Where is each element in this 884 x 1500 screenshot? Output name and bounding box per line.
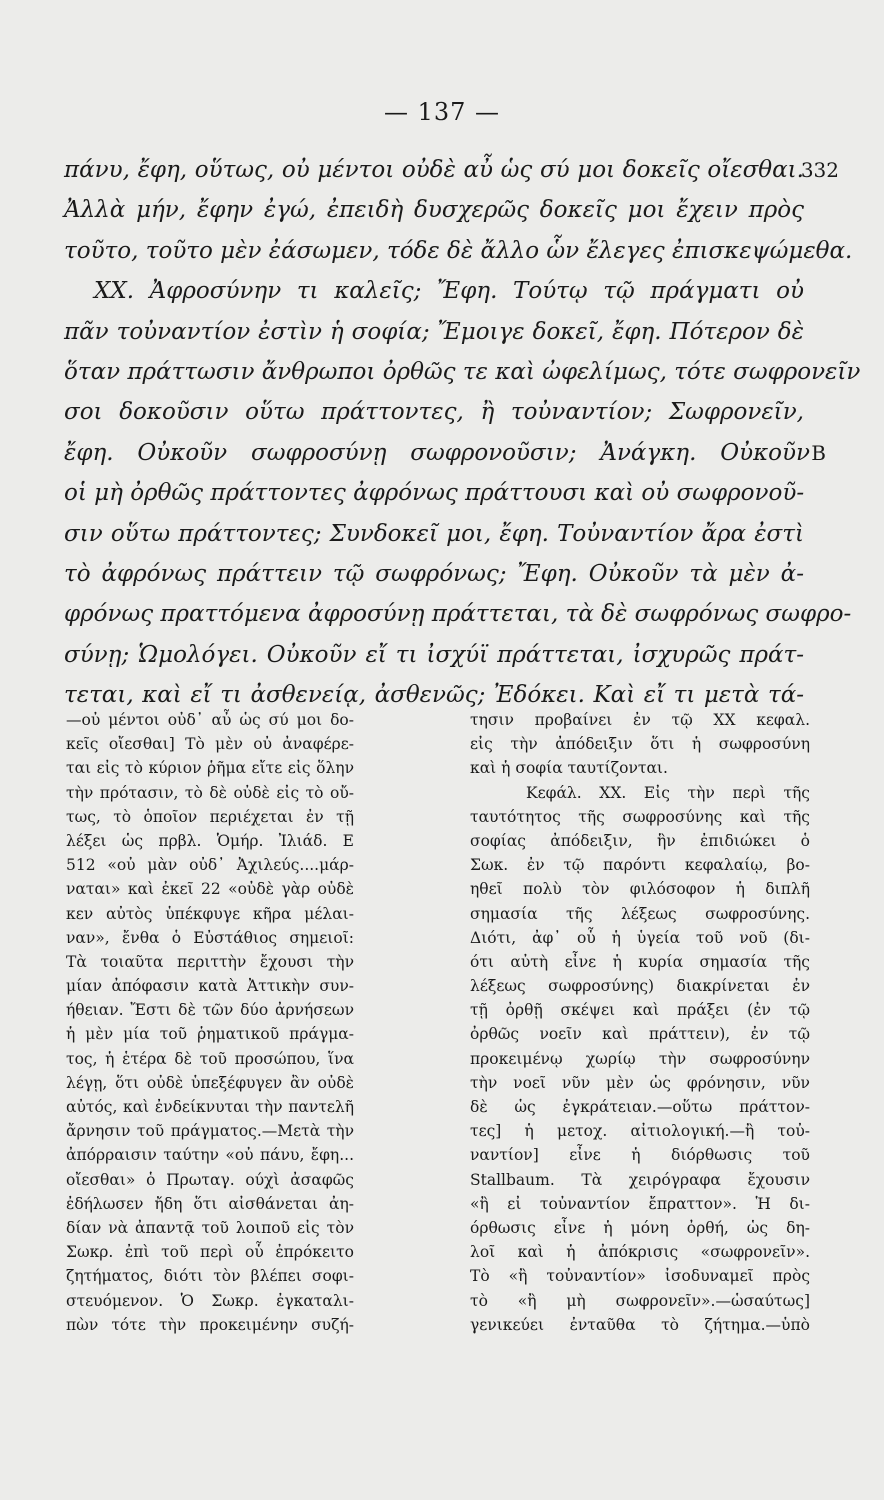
footnote-line: τὸ «ἢ μὴ σωφρονεῖν».—ὡσαύτως] [470,1291,810,1310]
footnote-line: εἰς τὴν ἀπόδειξιν ὅτι ἡ σωφροσύνη [470,735,810,754]
line-text: ἔφη. Οὐκοῦν σωφροσύνῃ σωφρονοῦσιν; Ἀνάγκη. Οὐκοῦν [64,439,810,466]
footnote-line: λοῖ καὶ ἡ ἀπόκρισις «σωφρονεῖν». [470,1243,810,1262]
footnote-line: λέξει ὡς πρβλ. Ὁμήρ. Ἰλιάδ. Ε [66,831,354,850]
footnote-line: ζητήματος, διότι τὸν βλέπει σοφι- [66,1267,354,1286]
footnote-line: καὶ ἡ σοφία ταυτίζονται. [470,759,668,778]
footnote-line: Σωκρ. ἐπὶ τοῦ περὶ οὗ ἐπρόκειτο [66,1243,354,1262]
footnote-line: στευόμενον. Ὁ Σωκρ. ἐγκαταλι- [66,1291,354,1310]
footnote-line: Τὰ τοιαῦτα περιττὴν ἔχουσι τὴν [66,952,354,971]
footnote-line: τως, τὸ ὁποῖον περιέχεται ἐν τῇ [66,807,354,826]
footnote-line: ναται» καὶ ἐκεῖ 22 «οὐδὲ γὰρ οὐδὲ [66,880,354,899]
footnote-line: δίαν νὰ ἀπαντᾷ τοῦ λοιποῦ εἰς τὸν [66,1218,354,1237]
footnote-line: ότι αὐτὴ εἶνε ἡ κυρία σημασία τῆς [470,952,810,971]
line-text: τοῦτο, τοῦτο μὲν ἐάσωμεν, τόδε δὲ ἄλλο ὧν ἔλεγες ἐπισκεψώμεθα. [64,237,853,264]
text-line [64,473,804,513]
footnote-line: δὲ ὡς ἐγκράτειαν.—οὕτω πράττον- [470,1098,810,1116]
footnote-line: τος, ἡ ἑτέρα δὲ τοῦ προσώπου, ἵνα [66,1049,354,1068]
text-line [64,150,839,190]
footnote-line: ήθειαν. Ἔστι δὲ τῶν δύο ἀρνήσεων [66,1001,354,1020]
text-line [64,312,804,352]
margin-number-332: 332 [800,158,839,182]
footnote-line: ὀρθῶς νοεῖν καὶ πράττειν), ἐν τῷ [470,1025,810,1044]
footnote-line: πὼν τότε τὴν προκειμένην συζή- [66,1315,354,1334]
footnote-line: κεν αὐτὸς ὑπέκφυγε κῆρα μέλαι- [66,904,354,923]
footnote-line: τὴν πρότασιν, τὸ δὲ οὐδὲ εἰς τὸ οὔ- [66,783,354,802]
footnote-line: τες] ἡ μετοχ. αἰτιολογική.—ἢ τοὐ- [470,1122,810,1141]
line-text: XX. Ἀφροσύνην τι καλεῖς; Ἔφη. Τούτῳ τῷ πράγματι οὐ [94,278,804,305]
footnote-line: ναν», ἔνθα ὁ Εὐστάθιος σημειοῖ: [66,928,354,947]
text-line [64,514,804,554]
text-line [64,352,861,392]
footnote-line: Διότι, ἀφ᾽ οὗ ἡ ὑγεία τοῦ νοῦ (δι- [470,928,810,947]
footnote-line: τῇ ὀρθῇ σκέψει καὶ πράξει (ἐν τῷ [470,1001,810,1020]
text-line [64,231,853,271]
margin-letter-b: B [811,440,826,465]
footnote-line: σημασία τῆς λέξεως σωφροσύνης. [470,904,810,923]
footnote-line: όρθωσις εἶνε ἡ μόνη ὀρθή, ὡς δη- [470,1218,810,1237]
footnote-line: κεῖς οἴεσθαι] Τὸ μὲν οὐ ἀναφέρε- [66,735,354,754]
text-line [64,594,852,634]
line-text: ὅταν πράττωσιν ἄνθρωποι ὀρθῶς τε καὶ ὠφελίμως, τότε σωφρονεῖν [64,358,861,385]
text-line [64,190,804,230]
footnote-line: ἄρνησιν τοῦ πράγματος.—Μετὰ τὴν [66,1122,354,1141]
footnote-line: τὴν νοεῖ νῦν μὲν ὡς φρόνησιν, νῦν [470,1073,810,1092]
text-line [64,392,804,432]
footnote-line: Κεφάλ. XX. Εἰς τὴν περὶ τῆς [526,783,810,802]
page-number: — 137 — [383,98,501,126]
line-text: οἱ μὴ ὀρθῶς πράττοντες ἀφρόνως πράττουσι καὶ οὐ σωφρονοῦ- [64,480,805,507]
line-text: τὸ ἀφρόνως πράττειν τῷ σωφρόνως; Ἔφη. Οὐκοῦν τὰ μὲν ἀ- [64,560,804,587]
line-text: πάνυ, ἔφη, οὕτως, οὐ μέντοι οὐδὲ αὖ ὡς σύ μοι δοκεῖς οἴεσθαι. [64,157,804,183]
text-line [64,433,826,473]
footnote-line: τησιν προβαίνει ἐν τῷ XX κεφαλ. [470,711,810,729]
footnote-line: ται εἰς τὸ κύριον ῥῆμα εἴτε εἰς ὅλην [66,759,354,778]
line-text: φρόνως πραττόμενα ἀφροσύνῃ πράττεται, τὰ δὲ σωφρόνως σωφρο- [64,601,852,628]
line-text: πᾶν τοὐναντίον ἐστὶν ἡ σοφία; Ἔμοιγε δοκεῖ, ἔφη. Πότερον δὲ [64,318,804,345]
footnote-line: «ἢ εἰ τοὐναντίον ἔπραττον». Ἡ δι- [470,1194,810,1213]
footnote-line: οἴεσθαι» ὁ Πρωταγ. ούχὶ ἀσαφῶς [66,1170,354,1189]
line-text: σοι δοκοῦσιν οὕτω πράττοντες, ἢ τοὐναντίον; Σωφρονεῖν, [64,399,804,426]
text-line [64,635,804,675]
footnote-line: Τὸ «ἢ τοὐναντίον» ἰσοδυναμεῖ πρὸς [470,1267,810,1286]
footnote-line: ναντίον] εἶνε ἡ διόρθωσις τοῦ [470,1146,810,1165]
footnotes-right-column [470,708,810,1337]
line-text: σιν οὕτω πράττοντες; Συνδοκεῖ μοι, ἔφη. Τοὐναντίον ἄρα ἐστὶ [64,520,804,547]
footnote-line: προκειμένῳ χωρίῳ τὴν σωφροσύνην [470,1049,810,1068]
line-text: Ἀλλὰ μήν, ἔφην ἐγώ, ἐπειδὴ δυσχερῶς δοκεῖς μοι ἔχειν πρὸς [64,197,804,224]
footnotes-left-column [66,708,354,1337]
footnote-line: γενικεύει ἐνταῦθα τὸ ζήτημα.—ὑπὸ [470,1315,810,1334]
line-text: σύνῃ; Ὡμολόγει. Οὐκοῦν εἴ τι ἰσχύϊ πράττεται, ἰσχυρῶς πράτ- [64,641,804,668]
footnote-line: λέγῃ, ὅτι οὐδὲ ὑπεξέφυγεν ἂν οὐδὲ [66,1073,354,1092]
text-line [64,554,804,594]
line-text: τεται, καὶ εἴ τι ἀσθενείᾳ, ἀσθενῶς; Ἐδόκει. Καὶ εἴ τι μετὰ τά- [64,682,804,709]
footnote-line: μίαν ἀπόφασιν κατὰ Ἀττικὴν συν- [66,977,354,996]
footnote-line: σοφίας ἀπόδειξιν, ἣν ἐπιδιώκει ὁ [470,831,810,850]
text-line [64,271,804,311]
footnote-line: 512 «οὐ μὰν οὐδ᾽ Ἀχιλεύς....μάρ- [66,856,354,875]
footnote-line: ἐδήλωσεν ἤδη ὅτι αἰσθάνεται ἀη- [66,1194,354,1213]
footnotes [66,708,810,1337]
footnote-line: Stallbaum. Τὰ χειρόγραφα ἔχουσιν [470,1170,810,1189]
footnote-line: αὐτός, καὶ ἐνδείκνυται τὴν παντελῆ [66,1098,354,1116]
footnote-line: ταυτότητος τῆς σωφροσύνης καὶ τῆς [470,807,810,826]
footnote-line: ἀπόρραισιν ταύτην «οὐ πάνυ, ἔφη... [66,1146,354,1165]
footnote-line: λέξεως σωφροσύνης) διακρίνεται ἐν [470,977,810,996]
footnote-line: ἡ μὲν μία τοῦ ῥηματικοῦ πράγμα- [66,1025,354,1044]
footnote-line: Σωκ. ἐν τῷ παρόντι κεφαλαίῳ, βο- [470,856,810,875]
footnote-line: ηθεῖ πολὺ τὸν φιλόσοφον ἡ διπλῆ [470,880,810,899]
footnote-line: —οὐ μέντοι οὐδ᾽ αὖ ὡς σύ μοι δο- [66,711,354,729]
main-text [64,150,861,715]
